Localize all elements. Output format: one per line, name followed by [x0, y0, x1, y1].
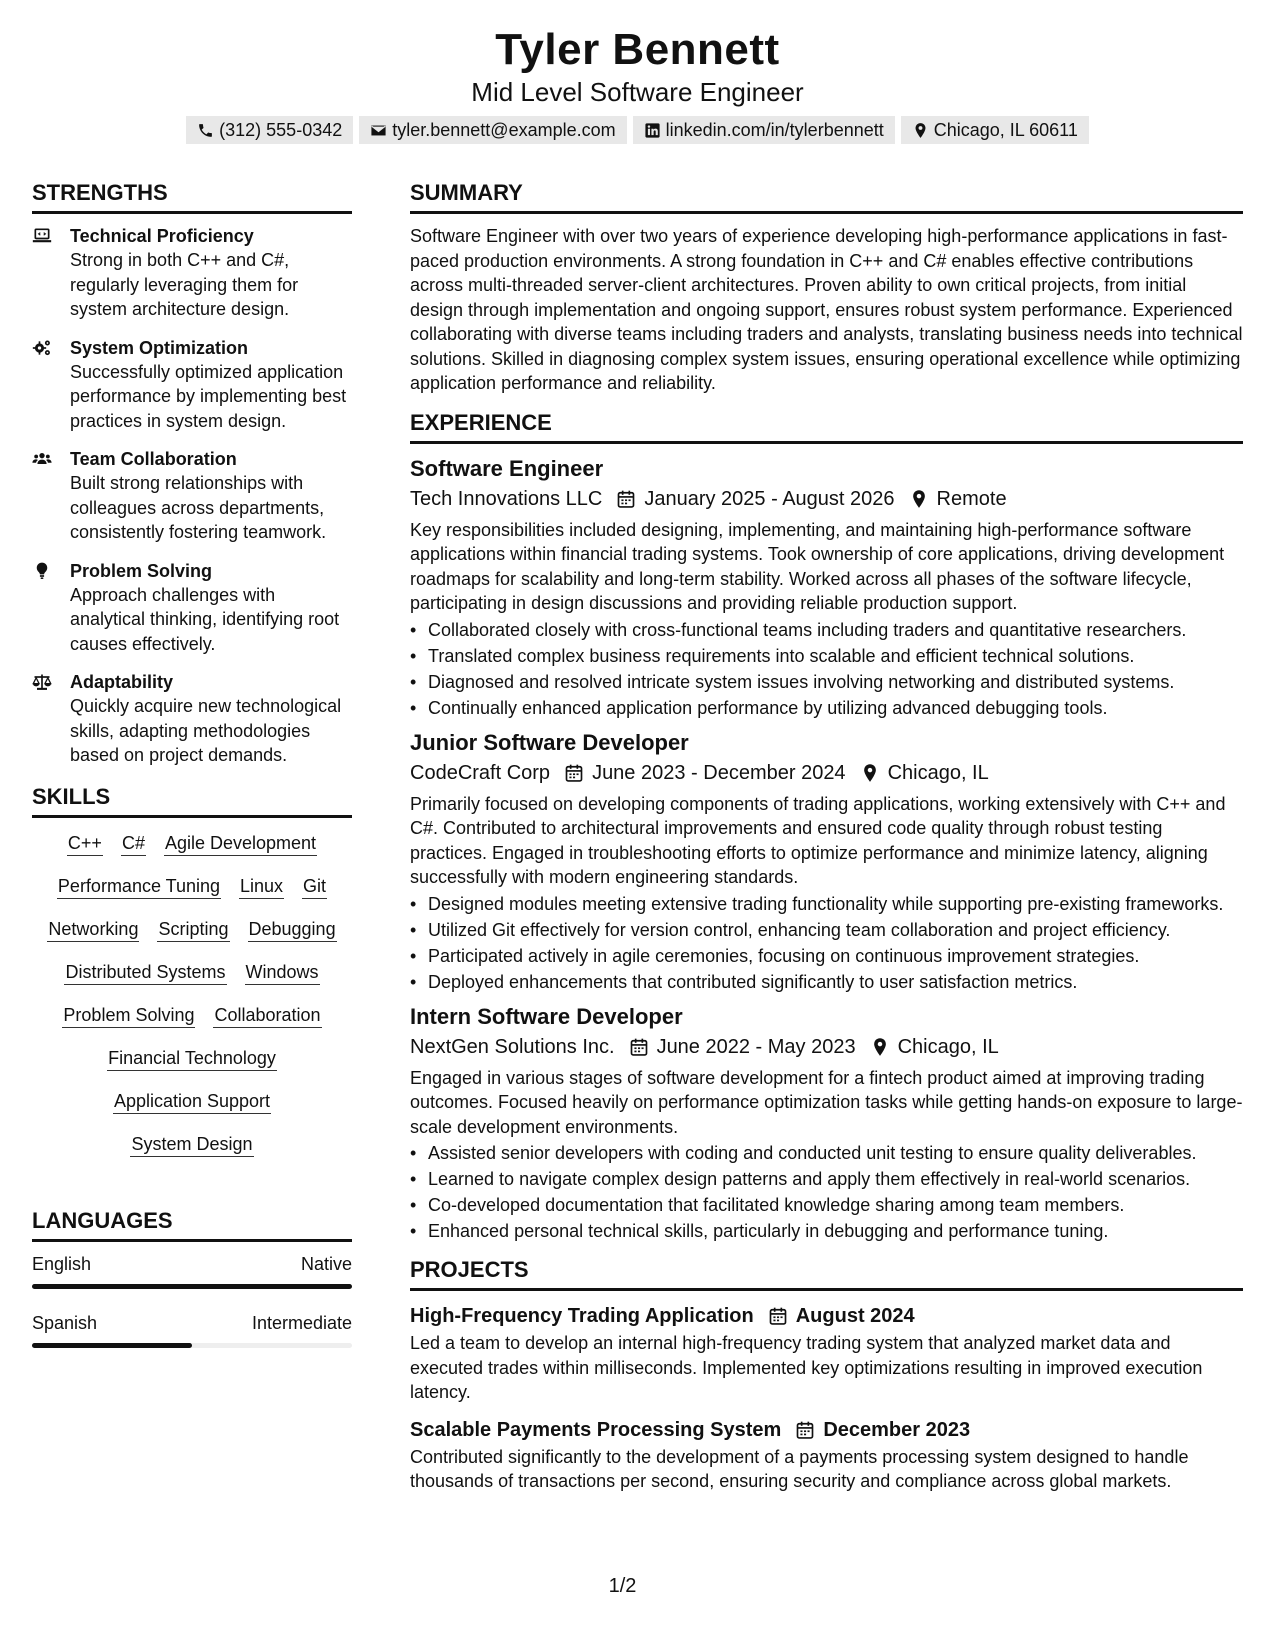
skill-tag: Problem Solving: [62, 1004, 195, 1028]
phone-icon: [197, 122, 214, 139]
experience-bullet: • Assisted senior developers with coding and conducted unit testing to ensure quality deliverables.: [410, 1141, 1243, 1165]
skill-tag: Performance Tuning: [57, 875, 221, 899]
calendar-icon: [564, 763, 584, 783]
skill-tag: Application Support: [113, 1090, 271, 1114]
contact-linkedin[interactable]: [633, 116, 895, 144]
skill-tag: Financial Technology: [107, 1047, 277, 1071]
gears-icon: [32, 338, 52, 358]
skill-tag: Debugging: [248, 918, 337, 942]
strength-item: [32, 559, 352, 657]
experience-title: Intern Software Developer: [410, 1003, 683, 1029]
email-text: tyler.bennett@example.com: [392, 120, 616, 140]
employment-dates: June 2023 - December 2024: [592, 761, 846, 784]
location-text: Chicago, IL 60611: [933, 120, 1078, 140]
strength-title: Problem Solving: [70, 560, 213, 581]
skill-tag: Agile Development: [164, 832, 317, 856]
skill-tag: C++: [67, 832, 103, 856]
employment-dates: June 2022 - May 2023: [656, 1035, 856, 1058]
skill-tag: Windows: [245, 961, 320, 985]
experience-heading: EXPERIENCE: [410, 408, 1243, 444]
strength-title: Adaptability: [70, 672, 174, 692]
strength-item: [32, 670, 352, 768]
project-desc: Led a team to develop an internal high-frequency trading system that analyzed market data and executed trades within milliseconds. Implemented key optimizations resulting in improved execution latency.: [410, 1333, 1203, 1402]
job-location: Chicago, IL: [887, 761, 989, 784]
language-level: Intermediate: [251, 1312, 352, 1333]
project-title: High-Frequency Trading Application: [410, 1305, 754, 1327]
experience-bullet: • Deployed enhancements that contributed significantly to user satisfaction metrics.: [410, 970, 1243, 994]
company-name: Tech Innovations LLC: [410, 487, 603, 510]
job-location: Chicago, IL: [897, 1035, 999, 1058]
users-icon: [32, 449, 52, 469]
skill-tag: Distributed Systems: [64, 961, 226, 985]
linkedin-icon: [644, 122, 661, 139]
contact-bar: [0, 116, 1275, 144]
experience-bullet: • Collaborated closely with cross-functional teams including traders and quantitative researchers.: [410, 618, 1243, 642]
contact-phone[interactable]: [186, 116, 353, 144]
experience-desc: Primarily focused on developing components of trading applications, working extensively with C++ and C#. Contributed to architectural improvements and ensured code quality through robust testing practices. Engaged in troubleshooting efforts to optimize performance and minimize latency, aligning successfully with modern engineering standards.: [410, 793, 1226, 887]
language-bar-fill: [32, 1284, 352, 1289]
language-bar: [32, 1343, 352, 1348]
map-pin-icon: [870, 1037, 890, 1057]
languages-heading: LANGUAGES: [32, 1206, 352, 1242]
map-pin-icon: [909, 489, 929, 509]
skill-tag: Networking: [47, 918, 139, 942]
phone-text: (312) 555-0342: [219, 120, 343, 140]
job-title: Mid Level Software Engineer: [471, 77, 804, 107]
right-column: [410, 178, 1243, 1504]
contact-location: [901, 116, 1089, 144]
employment-dates: January 2025 - August 2026: [644, 487, 895, 510]
linkedin-text: linkedin.com/in/tylerbennett: [665, 120, 884, 140]
skills-list: [32, 828, 352, 1206]
experience-desc: Key responsibilities included designing, implementing, and maintaining high-performance software applications within financial trading systems. Took ownership of core applications, driving development roadmaps for scalability and long-term stability. Worked across all phases of the software lifecycle, participating in design discussions and providing reliable production support.: [410, 519, 1225, 613]
page-number: 1/2: [608, 1575, 637, 1597]
strength-desc: Approach challenges with analytical thinking, identifying root causes effectively.: [70, 584, 340, 654]
strength-desc: Successfully optimized application performance by implementing best practices in system design.: [70, 361, 347, 431]
experience-item: [410, 728, 1243, 994]
experience-bullet: • Continually enhanced application performance by utilizing advanced debugging tools.: [410, 696, 1243, 720]
projects-heading: PROJECTS: [410, 1255, 1243, 1291]
skill-tag: System Design: [130, 1133, 253, 1157]
project-date: December 2023: [823, 1418, 971, 1441]
language-bar: [32, 1284, 352, 1289]
experience-title: Junior Software Developer: [410, 729, 689, 755]
laptop-code-icon: [32, 226, 52, 246]
lightbulb-icon: [32, 561, 52, 581]
strength-desc: Built strong relationships with colleagues across departments, consistently fostering teamwork.: [70, 473, 327, 542]
strength-title: System Optimization: [70, 337, 249, 358]
strength-desc: Quickly acquire new technological skills, adapting methodologies based on project demands.: [70, 696, 342, 765]
strength-title: Team Collaboration: [70, 449, 237, 469]
strength-item: [32, 447, 352, 545]
strength-title: Technical Proficiency: [70, 226, 254, 246]
experience-bullet: • Designed modules meeting extensive trading functionality while supporting pre-existing frameworks.: [410, 892, 1243, 916]
experience-item: [410, 1002, 1243, 1244]
left-column: [32, 178, 352, 1504]
experience-bullet: • Diagnosed and resolved intricate system issues involving networking and distributed systems.: [410, 670, 1243, 694]
language-item: [32, 1311, 352, 1348]
candidate-name: Tyler Bennett: [495, 25, 780, 74]
language-name: English: [32, 1253, 92, 1274]
experience-bullet: • Enhanced personal technical skills, particularly in debugging and performance tuning.: [410, 1219, 1243, 1243]
envelope-icon: [370, 122, 387, 139]
skill-tag: Git: [302, 875, 327, 899]
experience-title: Software Engineer: [410, 455, 604, 481]
map-pin-icon: [912, 122, 929, 139]
experience-bullet: • Participated actively in agile ceremonies, focusing on continuous improvement strategies.: [410, 944, 1243, 968]
skill-tag: C#: [121, 832, 146, 856]
language-item: [32, 1252, 352, 1289]
experience-desc: Engaged in various stages of software development for a fintech product aimed at improving trading outcomes. Focused heavily on performance optimization tasks while getting hands-on exposure to large-scale development environments.: [410, 1067, 1243, 1137]
skill-tag: Scripting: [157, 918, 229, 942]
summary-heading: SUMMARY: [410, 178, 1243, 214]
skills-heading: SKILLS: [32, 782, 352, 818]
resume-header: [0, 0, 1275, 144]
calendar-icon: [768, 1306, 788, 1326]
strength-desc: Strong in both C++ and C#, regularly leveraging them for system architecture design.: [70, 250, 299, 319]
strength-item: [32, 224, 352, 322]
language-name: Spanish: [32, 1312, 98, 1333]
experience-item: [410, 454, 1243, 720]
skill-tag: Collaboration: [213, 1004, 321, 1028]
experience-bullet: • Utilized Git effectively for version control, enhancing team collaboration and project efficiency.: [410, 918, 1243, 942]
contact-email[interactable]: [359, 116, 626, 144]
calendar-icon: [616, 489, 636, 509]
project-item: [410, 1415, 1243, 1494]
experience-bullet: • Translated complex business requirements into scalable and efficient technical solutions.: [410, 644, 1243, 668]
strengths-heading: STRENGTHS: [32, 178, 352, 214]
project-date: August 2024: [795, 1305, 915, 1327]
company-name: CodeCraft Corp: [410, 761, 551, 784]
strength-item: [32, 336, 352, 434]
scale-icon: [32, 672, 52, 692]
skill-tag: Linux: [239, 875, 284, 899]
company-name: NextGen Solutions Inc.: [410, 1035, 615, 1058]
language-level: Native: [300, 1253, 352, 1274]
calendar-icon: [795, 1420, 815, 1440]
project-item: [410, 1301, 1243, 1405]
project-title: Scalable Payments Processing System: [410, 1418, 782, 1441]
experience-bullet: • Co-developed documentation that facilitated knowledge sharing among team members.: [410, 1193, 1243, 1217]
calendar-icon: [629, 1037, 649, 1057]
project-desc: Contributed significantly to the development of a payments processing system designed to handle thousands of transactions per second, ensuring security and compliance across global markets.: [410, 1446, 1189, 1491]
experience-bullet: • Learned to navigate complex design patterns and apply them effectively in real-world scenarios.: [410, 1167, 1243, 1191]
summary-text: Software Engineer with over two years of experience developing high-performance applications in fast-paced production environments. A strong foundation in C++ and C# enables effective contributions across multi-threaded server-client architectures. Proven ability to own critical projects, from initial design through implementation and ongoing support, ensures robust system performance. Experienced collaborating with diverse teams including traders and analysts, translating business needs into technical solutions. Skilled in diagnosing complex system issues, ensuring operational excellence while optimizing application performance and reliability.: [410, 226, 1243, 393]
job-location: Remote: [936, 487, 1007, 510]
map-pin-icon: [860, 763, 880, 783]
language-bar-fill: [32, 1343, 192, 1348]
